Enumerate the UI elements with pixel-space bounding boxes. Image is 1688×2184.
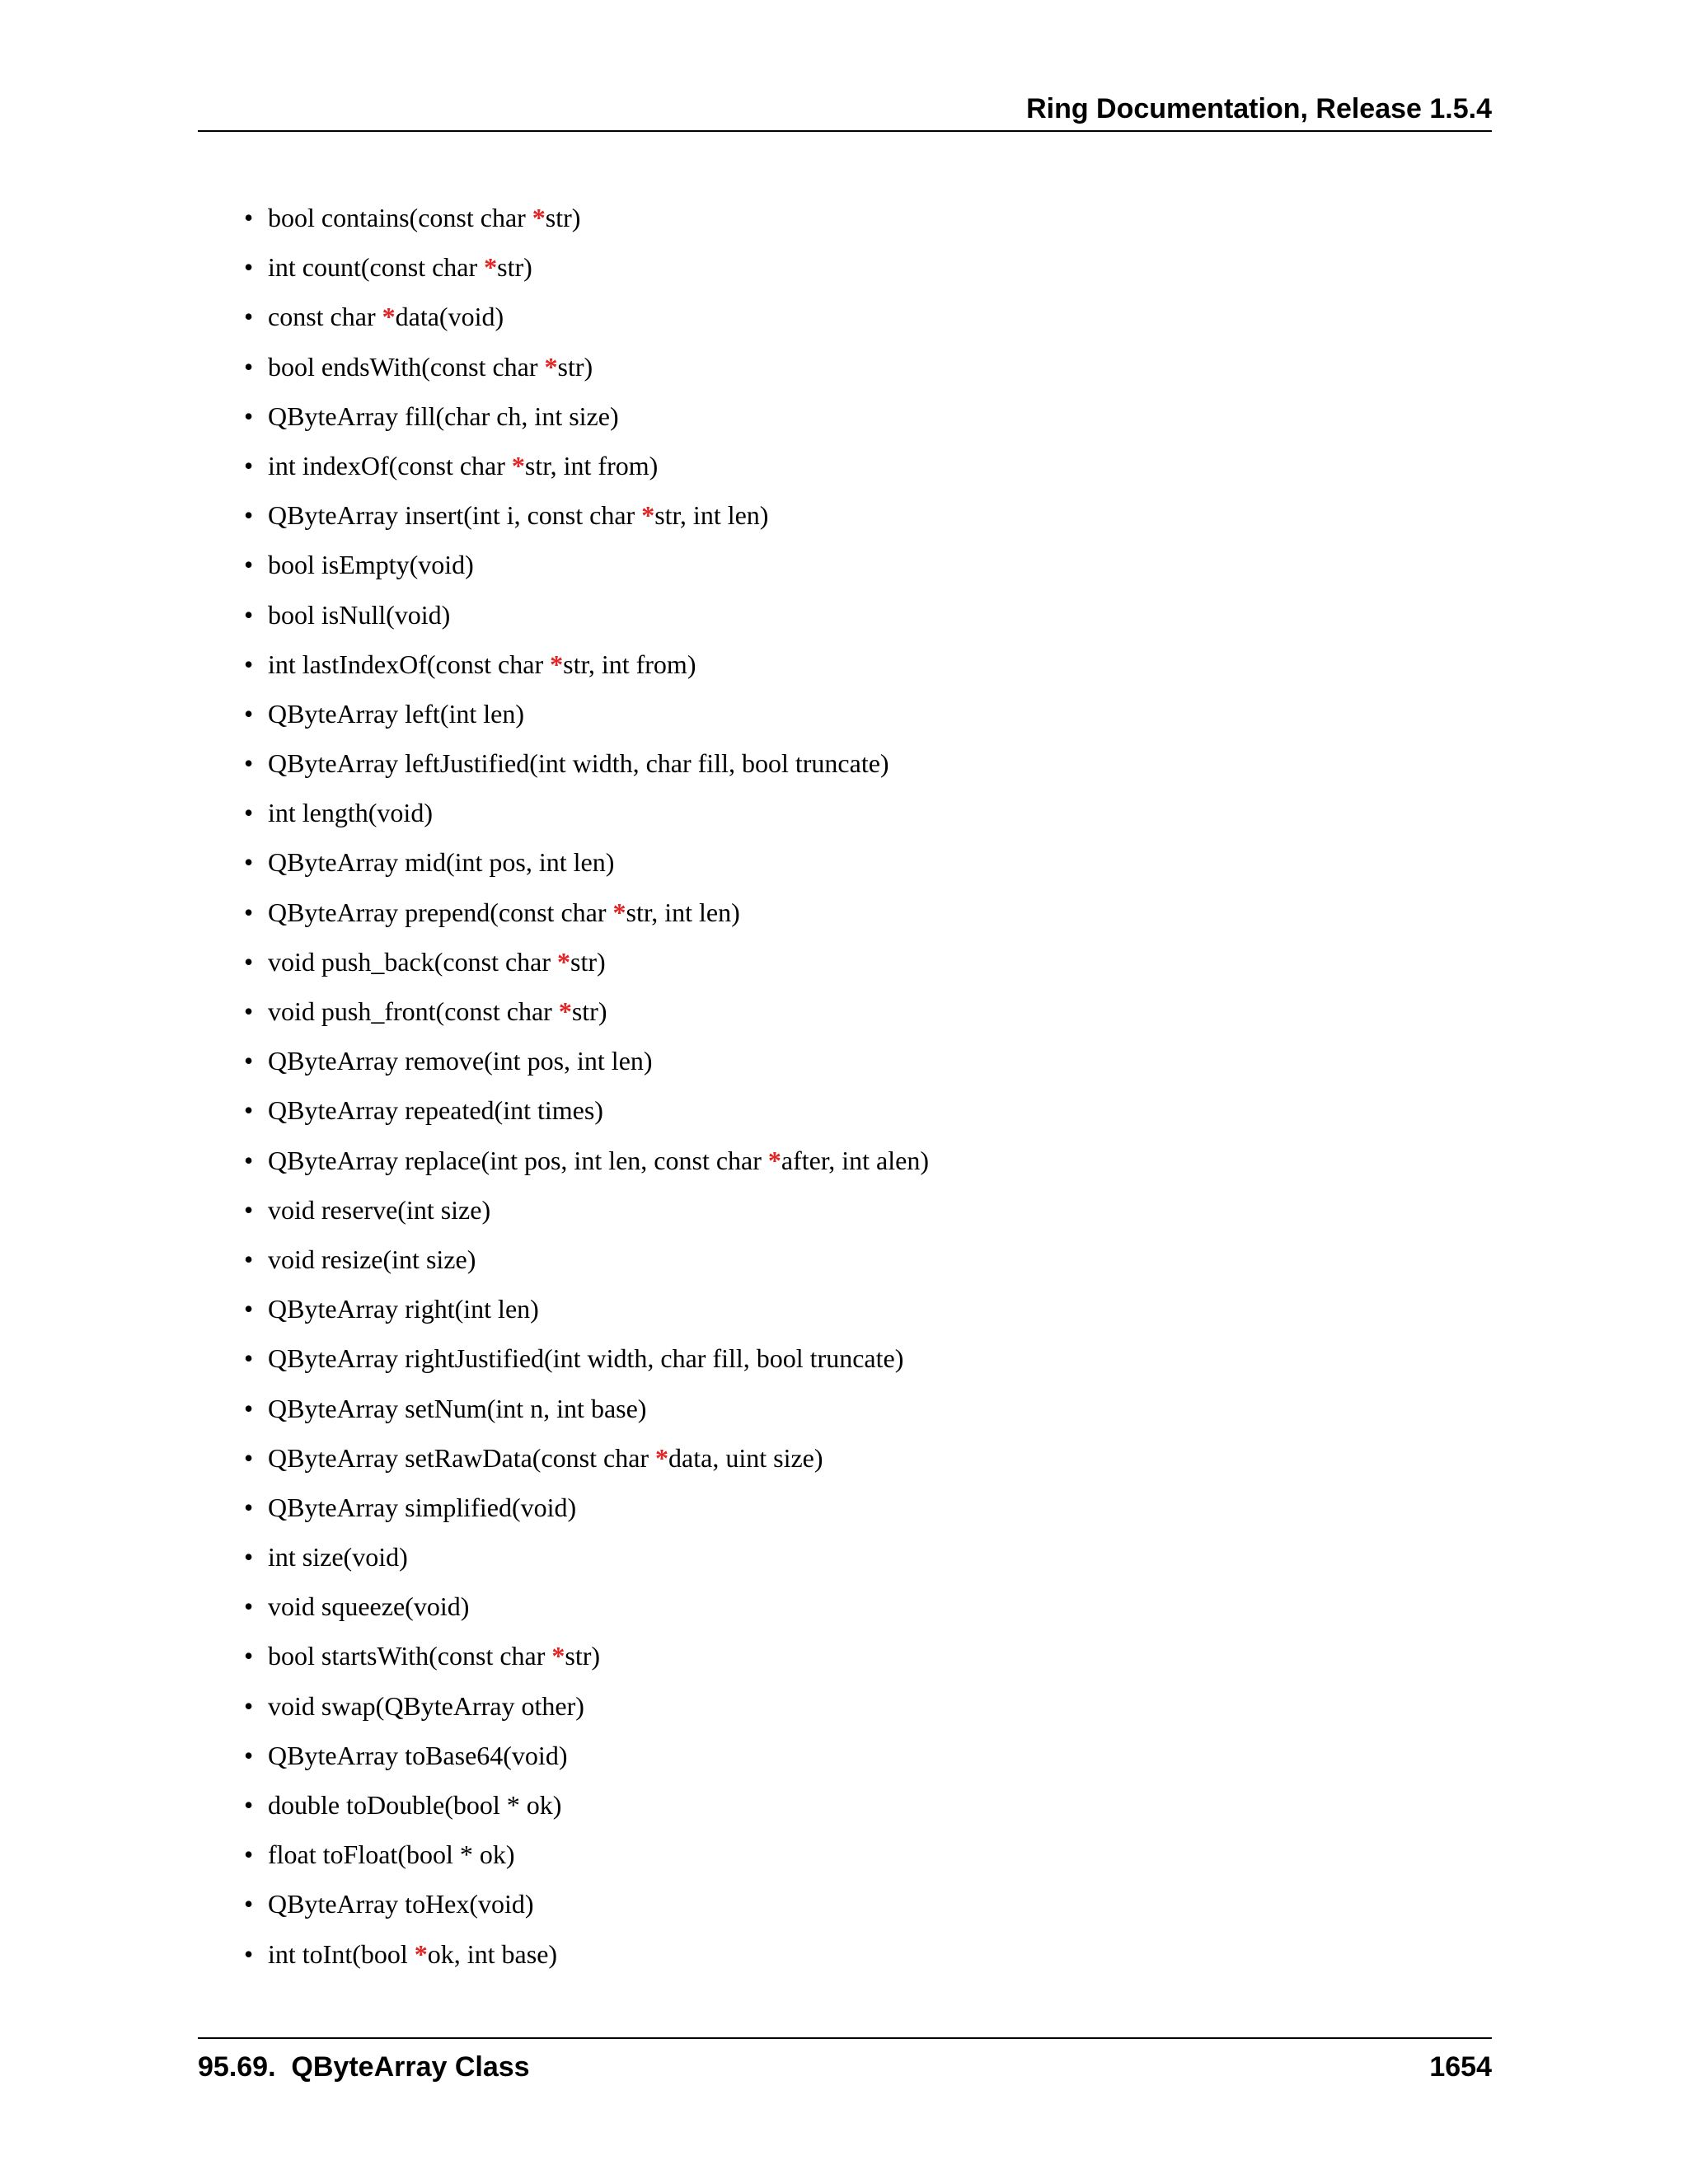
- method-list: [0, 193, 1688, 1979]
- pointer-asterisk: *: [511, 450, 525, 480]
- method-signature-text: void resize(int size): [268, 1244, 476, 1274]
- bullet-icon: •: [244, 996, 254, 1026]
- method-item: [0, 1284, 1688, 1333]
- bullet-icon: •: [244, 1294, 254, 1324]
- method-signature-text: str, int len): [654, 500, 769, 531]
- bullet-icon: •: [244, 1641, 254, 1671]
- bullet-icon: •: [244, 550, 254, 580]
- method-item: [0, 540, 1688, 589]
- bullet-icon: •: [244, 450, 254, 480]
- method-signature-text: QByteArray mid(int pos, int len): [268, 847, 615, 878]
- method-signature-text: QByteArray rightJustified(int width, char fill, bool truncate): [268, 1343, 904, 1374]
- pointer-asterisk: *: [551, 1641, 565, 1671]
- method-signature-text: bool startsWith(const char: [268, 1641, 552, 1671]
- method-signature-text: bool contains(const char: [268, 203, 532, 232]
- pointer-asterisk: *: [484, 252, 498, 283]
- method-signature-text: int size(void): [268, 1542, 408, 1572]
- method-item: [0, 1483, 1688, 1532]
- method-signature-text: int toInt(bool: [268, 1938, 415, 1969]
- page-header: [198, 92, 1492, 132]
- pointer-asterisk: *: [655, 1442, 669, 1473]
- method-item: [0, 1879, 1688, 1929]
- method-signature-text: data(void): [395, 302, 504, 332]
- bullet-icon: •: [244, 847, 254, 878]
- bullet-icon: •: [244, 1790, 254, 1820]
- method-item: [0, 441, 1688, 490]
- bullet-icon: •: [244, 1095, 254, 1126]
- method-signature-text: str): [497, 252, 532, 283]
- bullet-icon: •: [244, 1393, 254, 1423]
- method-signature-text: str): [557, 351, 593, 382]
- method-signature-text: str, int from): [524, 450, 659, 480]
- bullet-icon: •: [244, 1542, 254, 1572]
- pointer-asterisk: *: [767, 1145, 781, 1175]
- page-number: 1654: [1429, 2051, 1492, 2083]
- method-item: [0, 1731, 1688, 1780]
- method-signature-text: QByteArray repeated(int times): [268, 1095, 603, 1126]
- pointer-asterisk: *: [641, 500, 655, 531]
- method-item: [0, 1333, 1688, 1383]
- method-signature-text: QByteArray prepend(const char: [268, 897, 613, 927]
- method-signature-text: int length(void): [268, 798, 433, 828]
- bullet-icon: •: [244, 599, 254, 630]
- method-signature-text: void push_back(const char: [268, 946, 558, 977]
- bullet-icon: •: [244, 1244, 254, 1274]
- method-signature-text: void squeeze(void): [268, 1591, 470, 1622]
- pointer-asterisk: *: [382, 302, 396, 332]
- bullet-icon: •: [244, 798, 254, 828]
- bullet-icon: •: [244, 946, 254, 977]
- method-signature-text: QByteArray remove(int pos, int len): [268, 1046, 653, 1076]
- bullet-icon: •: [244, 1442, 254, 1473]
- bullet-icon: •: [244, 1046, 254, 1076]
- method-signature-text: QByteArray left(int len): [268, 698, 524, 729]
- method-item: [0, 689, 1688, 738]
- method-item: [0, 1532, 1688, 1582]
- method-signature-text: void push_front(const char: [268, 996, 559, 1026]
- method-item: [0, 342, 1688, 391]
- method-signature-text: bool endsWith(const char: [268, 351, 545, 382]
- method-item: [0, 1830, 1688, 1879]
- bullet-icon: •: [244, 1690, 254, 1721]
- bullet-icon: •: [244, 748, 254, 779]
- method-item: [0, 888, 1688, 937]
- method-signature-text: QByteArray toHex(void): [268, 1889, 534, 1919]
- bullet-icon: •: [244, 897, 254, 927]
- bullet-icon: •: [244, 1343, 254, 1374]
- method-signature-text: bool isEmpty(void): [268, 550, 474, 580]
- method-item: [0, 738, 1688, 788]
- section-title: 95.69. QByteArray Class: [198, 2051, 530, 2083]
- bullet-icon: •: [244, 1145, 254, 1175]
- method-item: [0, 292, 1688, 341]
- method-signature-text: str, int len): [626, 897, 740, 927]
- method-signature-text: str): [545, 203, 581, 232]
- method-signature-text: ok, int base): [427, 1938, 558, 1969]
- bullet-icon: •: [244, 401, 254, 431]
- pointer-asterisk: *: [612, 897, 626, 927]
- method-item: [0, 640, 1688, 689]
- pointer-asterisk: *: [550, 649, 564, 679]
- bullet-icon: •: [244, 1591, 254, 1622]
- method-signature-text: str): [571, 996, 607, 1026]
- method-signature-text: str, int from): [563, 649, 696, 679]
- method-item: [0, 1085, 1688, 1135]
- page-footer: [198, 2037, 1492, 2087]
- method-signature-text: QByteArray toBase64(void): [268, 1740, 568, 1770]
- method-item: [0, 837, 1688, 887]
- method-signature-text: str): [570, 946, 606, 977]
- method-signature-text: void reserve(int size): [268, 1194, 491, 1225]
- bullet-icon: •: [244, 1889, 254, 1919]
- method-item: [0, 788, 1688, 837]
- bullet-icon: •: [244, 649, 254, 679]
- method-item: [0, 1235, 1688, 1284]
- bullet-icon: •: [244, 1492, 254, 1522]
- method-item: [0, 1136, 1688, 1185]
- pointer-asterisk: *: [558, 996, 572, 1026]
- method-item: [0, 1384, 1688, 1433]
- bullet-icon: •: [244, 1740, 254, 1770]
- method-item: [0, 1433, 1688, 1483]
- bullet-icon: •: [244, 1194, 254, 1225]
- method-item: [0, 1582, 1688, 1631]
- method-signature-text: int lastIndexOf(const char: [268, 649, 551, 679]
- method-signature-text: QByteArray setRawData(const char: [268, 1442, 656, 1473]
- method-item: [0, 1185, 1688, 1235]
- method-signature-text: const char: [268, 302, 382, 332]
- bullet-icon: •: [244, 203, 254, 232]
- method-signature-text: int count(const char: [268, 252, 485, 283]
- bullet-icon: •: [244, 252, 254, 283]
- bullet-icon: •: [244, 351, 254, 382]
- method-signature-text: QByteArray fill(char ch, int size): [268, 401, 619, 431]
- method-signature-text: QByteArray setNum(int n, int base): [268, 1393, 647, 1423]
- method-item: [0, 937, 1688, 987]
- method-signature-text: QByteArray right(int len): [268, 1294, 539, 1324]
- bullet-icon: •: [244, 698, 254, 729]
- method-item: [0, 193, 1688, 242]
- pointer-asterisk: *: [414, 1938, 428, 1969]
- method-item: [0, 490, 1688, 540]
- bullet-icon: •: [244, 302, 254, 332]
- method-signature-text: QByteArray simplified(void): [268, 1492, 577, 1522]
- method-item: [0, 1681, 1688, 1731]
- method-signature-text: QByteArray replace(int pos, int len, const char: [268, 1145, 768, 1175]
- method-signature-text: data, uint size): [668, 1442, 823, 1473]
- method-signature-text: after, int alen): [781, 1145, 929, 1175]
- bullet-icon: •: [244, 500, 254, 531]
- bullet-icon: •: [244, 1938, 254, 1969]
- pointer-asterisk: *: [544, 351, 558, 382]
- method-signature-text: QByteArray leftJustified(int width, char fill, bool truncate): [268, 748, 889, 779]
- method-signature-text: bool isNull(void): [268, 599, 451, 630]
- method-signature-text: double toDouble(bool * ok): [268, 1790, 562, 1820]
- method-signature-text: int indexOf(const char: [268, 450, 512, 480]
- method-signature-text: str): [565, 1641, 601, 1671]
- method-item: [0, 590, 1688, 640]
- method-item: [0, 391, 1688, 441]
- bullet-icon: •: [244, 1840, 254, 1870]
- method-signature-text: float toFloat(bool * ok): [268, 1840, 515, 1870]
- pointer-asterisk: *: [532, 203, 546, 232]
- method-item: [0, 1780, 1688, 1830]
- method-item: [0, 1631, 1688, 1680]
- method-item: [0, 1036, 1688, 1085]
- method-signature-text: QByteArray insert(int i, const char: [268, 500, 642, 531]
- pointer-asterisk: *: [557, 946, 571, 977]
- method-signature-text: void swap(QByteArray other): [268, 1690, 584, 1721]
- document-title: Ring Documentation, Release 1.5.4: [1026, 93, 1492, 124]
- method-item: [0, 987, 1688, 1036]
- method-item: [0, 242, 1688, 292]
- method-item: [0, 1929, 1688, 1979]
